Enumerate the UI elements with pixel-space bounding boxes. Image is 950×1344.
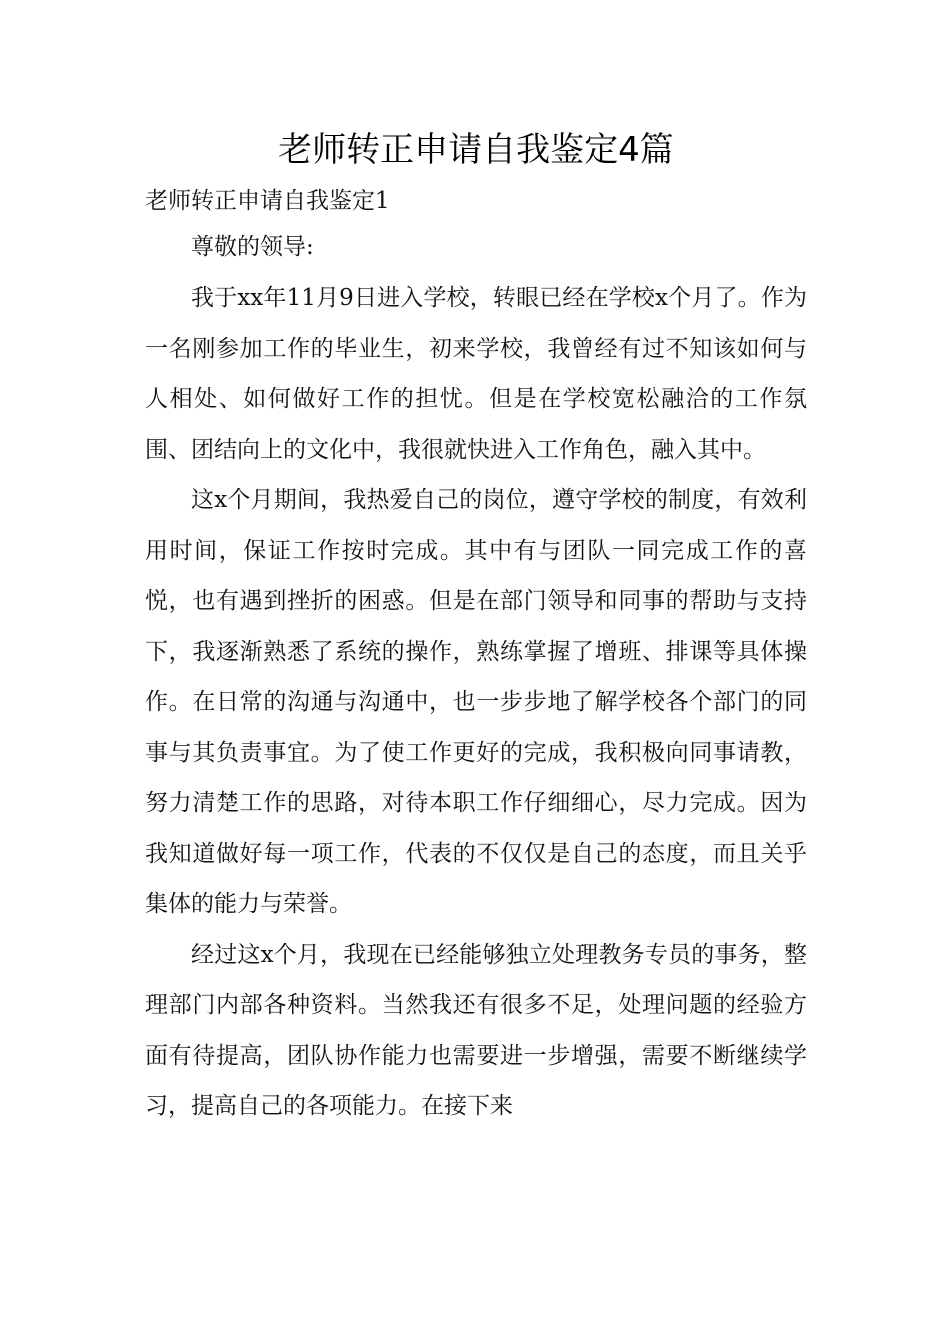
paragraph-1: 我于xx年11月9日进入学校，转眼已经在学校x个月了。作为一名刚参加工作的毕业生，初来学校，我曾经有过不知该如何与人相处、如何做好工作的担忧。但是在学校宽松融洽的工作氛围、团结向上的文化中，我很就快进入工作角色，融入其中。 [145, 285, 807, 463]
salutation: 尊敬的领导: [191, 234, 314, 260]
document-page [145, 126, 807, 1132]
paragraph-2: 这x个月期间，我热爱自己的岗位，遵守学校的制度，有效利用时间，保证工作按时完成。其中有与团队一同完成工作的喜悦，也有遇到挫折的困惑。但是在部门领导和同事的帮助与支持下，我逐渐熟悉了系统的操作，熟练掌握了增班、排课等具体操作。在日常的沟通与沟通中，也一步步地了解学校各个部门的同事与其负责事宜。为了使工作更好的完成，我积极向同事请教，努力清楚工作的思路，对待本职工作仔细细心，尽力完成。因为我知道做好每一项工作，代表的不仅仅是自己的态度，而且关乎集体的能力与荣誉。 [145, 487, 807, 917]
paragraph-3: 经过这x个月，我现在已经能够独立处理教务专员的事务，整理部门内部各种资料。当然我还有很多不足，处理问题的经验方面有待提高，团队协作能力也需要进一步增强，需要不断继续学习，提高自己的各项能力。在接下来 [145, 941, 807, 1119]
section-heading: 老师转正申请自我鉴定1 [145, 188, 390, 214]
document-title: 老师转正申请自我鉴定4篇 [278, 130, 674, 170]
